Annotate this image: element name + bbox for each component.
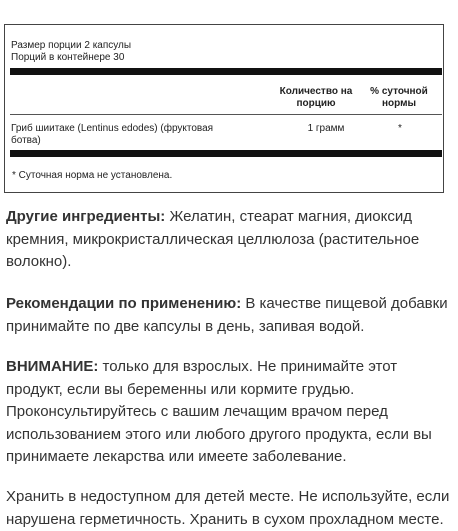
ingredient-name [11,123,251,147]
divider-thick-bottom [10,150,442,157]
usage-paragraph [6,293,454,338]
column-header-amount-line1: Количество на [279,86,353,97]
ingredient-name-line1: Гриб шиитаке (Lentinus edodes) (фруктовая [11,123,214,134]
column-header-amount [272,86,360,110]
other-ingredients-label: Другие ингредиенты: [6,208,166,225]
warning-text: только для взрослых. Не принимайте этот продукт, если вы беременны или кормите грудью. Проконсультируйтесь с вашим лечащим врачом перед использованием этого или любого другого продукта, если вы принимаете лекарства или имеете заболевание. [6,358,432,465]
column-header-dv-line2: нормы [381,98,417,109]
column-header-amount-line2: порцию [296,98,336,109]
ingredient-name-line2: ботва) [11,135,41,146]
column-header-daily-value [362,86,436,110]
serving-size: Размер порции 2 капсулы [11,40,132,51]
ingredient-daily-value: * [398,123,402,134]
column-header-dv-line1: % суточной [370,86,428,97]
warning-label: ВНИМАНИЕ: [6,358,99,375]
servings-per-container: Порций в контейнере 30 [11,52,125,63]
other-ingredients-paragraph [6,206,454,274]
storage-paragraph: Хранить в недоступном для детей месте. Не используйте, если нарушена герметичность. Хранить в сухом прохладном месте. [6,488,450,528]
divider-thin [10,114,442,115]
other-ingredients-text: Желатин, стеарат магния, диоксид кремния, микрокристаллическая целлюлоза (растительное волокно). [6,208,420,270]
usage-label: Рекомендации по применению: [6,295,242,312]
ingredient-amount: 1 грамм [307,123,345,134]
usage-text: В качестве пищевой добавки принимайте по две капсулы в день, запивая водой. [6,295,448,335]
footnote: * Суточная норма не установлена. [12,170,173,181]
warning-paragraph [6,356,454,469]
divider-thick-top [10,68,442,75]
